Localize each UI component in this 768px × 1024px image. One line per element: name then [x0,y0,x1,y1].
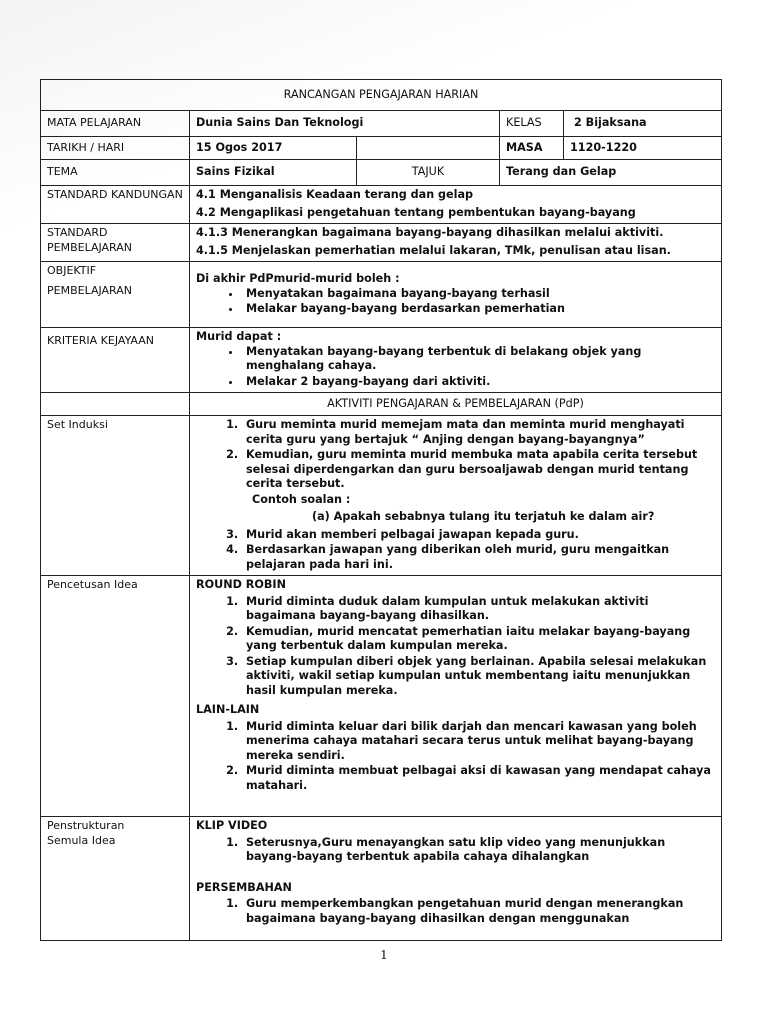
objektif-label [41,262,190,328]
kriteria-content [190,328,722,393]
example-question: (a) Apakah sebabnya tulang itu terjatuh ke dalam air? [312,510,655,523]
list-item: 4. Berdasarkan jawapan yang diberikan oleh murid, guru mengaitkan pelajaran pada hari ini. [242,543,715,572]
topic-label: TAJUK [357,160,500,186]
date-blank-cell [357,137,500,160]
list-item: • Melakar bayang-bayang berdasarkan pemerhatian [242,302,715,317]
list-item: 2. Kemudian, guru meminta murid membuka mata apabila cerita tersebut selesai diperdengarkan dan guru bersoaljawab dengan murid tentang cerita tersebut. [242,448,715,492]
date-row [41,137,722,160]
standard-pembelajaran-row [41,224,722,262]
date-value: 15 Ogos 2017 [190,137,357,160]
pencetusan-row [41,576,722,817]
list-item: • Melakar 2 bayang-bayang dari aktiviti. [242,375,715,390]
list-item: • Menyatakan bayang-bayang terbentuk di belakang objek yang menghalang cahaya. [242,345,715,374]
page-number: 1 [380,948,388,962]
objektif-intro: Di akhir PdPmurid-murid boleh : [196,272,400,285]
list-item: 1. Guru memperkembangkan pengetahuan murid dengan menerangkan bagaimana bayang-bayang dihasilkan dengan menggunakan [242,897,715,926]
kriteria-intro: Murid dapat : [196,330,282,343]
theme-row [41,160,722,186]
document-title: RANCANGAN PENGAJARAN HARIAN [41,80,722,111]
standard-pembelajaran-content [190,224,722,262]
time-value: 1120-1220 [564,137,722,160]
aktiviti-heading: AKTIVITI PENGAJARAN & PEMBELAJARAN (PdP) [190,393,722,416]
pencetusan-label: Pencetusan Idea [41,576,190,817]
list-item: • Menyatakan bagaimana bayang-bayang terhasil [242,287,715,302]
standard-pembelajaran-line: 4.1.3 Menerangkan bagaimana bayang-bayang dihasilkan melalui aktiviti. [196,226,664,239]
standard-kandungan-label: STANDARD KANDUNGAN [41,186,190,224]
subject-row [41,111,722,137]
standard-pembelajaran-label: STANDARD PEMBELAJARAN [41,224,190,262]
kriteria-row [41,328,722,393]
persembahan-heading: PERSEMBAHAN [196,880,292,894]
objektif-label-line: PEMBELAJARAN [47,283,133,297]
subject-label: MATA PELAJARAN [41,111,190,137]
list-item: 2. Kemudian, murid mencatat pemerhatian iaitu melakar bayang-bayang yang terbentuk dalam kumpulan mereka. [242,625,715,654]
list-item: 2. Murid diminta membuat pelbagai aksi di kawasan yang mendapat cahaya matahari. [242,764,715,793]
list-item: 3. Murid akan memberi pelbagai jawapan kepada guru. [242,528,715,543]
penstrukturan-row [41,817,722,941]
pencetusan-content [190,576,722,817]
penstrukturan-label [41,817,190,941]
theme-label: TEMA [41,160,190,186]
date-label: TARIKH / HARI [41,137,190,160]
example-label: Contoh soalan : [252,492,351,506]
aktiviti-blank-cell [41,393,190,416]
topic-value: Terang dan Gelap [500,160,722,186]
penstrukturan-content [190,817,722,941]
standard-kandungan-line: 4.1 Menganalisis Keadaan terang dan gelap [196,188,474,201]
klip-video-heading: KLIP VIDEO [196,819,268,832]
round-robin-heading: ROUND ROBIN [196,578,286,591]
standard-kandungan-line: 4.2 Mengaplikasi pengetahuan tentang pembentukan bayang-bayang [196,205,636,219]
class-value: 2 Bijaksana [564,111,722,137]
list-item: 1. Murid diminta keluar dari bilik darjah dan mencari kawasan yang boleh menerima cahaya matahari secara terus untuk melihat bayang-bayang mereka sendiri. [242,720,715,764]
set-induksi-content [190,416,722,576]
list-item: 1. Guru meminta murid memejam mata dan meminta murid menghayati cerita guru yang bertajuk “ Anjing dengan bayang-bayangnya” [242,418,715,447]
class-label: KELAS [500,111,564,137]
list-item: 3. Setiap kumpulan diberi objek yang berlainan. Apabila selesai melakukan aktiviti, wakil setiap kumpulan untuk membentang iaitu menunjukkan hasil kumpulan mereka. [242,655,715,699]
lesson-plan-table [40,79,722,941]
list-item: 1. Murid diminta duduk dalam kumpulan untuk melakukan aktiviti bagaimana bayang-bayang dihasilkan. [242,595,715,624]
subject-value: Dunia Sains Dan Teknologi [190,111,500,137]
objektif-label-line: OBJEKTIF [47,264,97,277]
objektif-row [41,262,722,328]
standard-kandungan-row [41,186,722,224]
theme-value: Sains Fizikal [190,160,357,186]
kriteria-label: KRITERIA KEJAYAAN [41,328,190,393]
lain-lain-heading: LAIN-LAIN [196,703,260,716]
set-induksi-label: Set Induksi [41,416,190,576]
objektif-content [190,262,722,328]
standard-pembelajaran-line: 4.1.5 Menjelaskan pemerhatian melalui lakaran, TMk, penulisan atau lisan. [196,243,671,257]
aktiviti-heading-row [41,393,722,416]
set-induksi-row [41,416,722,576]
standard-kandungan-content [190,186,722,224]
list-item: 1. Seterusnya,Guru menayangkan satu klip video yang menunjukkan bayang-bayang terbentuk apabila cahaya dihalangkan [242,836,715,865]
penstrukturan-label-line: Semula Idea [47,833,116,847]
penstrukturan-label-line: Penstrukturan [47,819,125,832]
time-label: MASA [500,137,564,160]
title-row [41,80,722,111]
